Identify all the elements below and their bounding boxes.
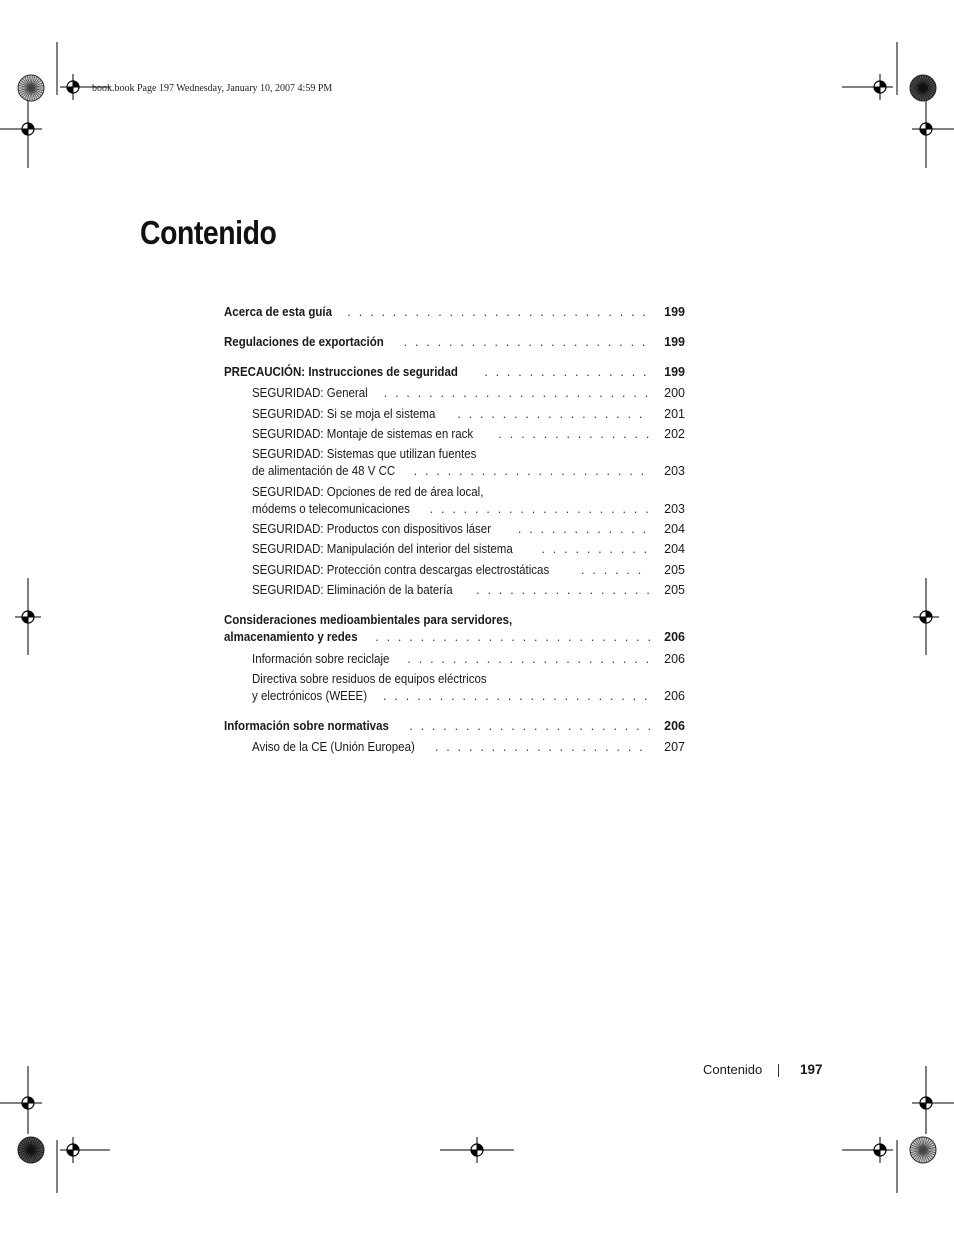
toc-entry-label: de alimentación de 48 V CC [252,464,396,478]
toc-dot-leader [476,582,650,599]
toc-page-number: 206 [664,652,685,666]
color-starburst-icon [18,1137,44,1163]
toc-entry-label: SEGURIDAD: Sistemas que utilizan fuentes [252,447,477,461]
toc-entry-label: SEGURIDAD: Manipulación del interior del sistema [252,542,513,556]
toc-page-number: 205 [664,563,685,577]
toc-dot-leader [409,718,650,735]
toc-entry-label: SEGURIDAD: Opciones de red de área local, [252,485,484,499]
toc-page-number: 203 [664,464,685,478]
toc-entry-label: SEGURIDAD: Si se moja el sistema [252,407,436,421]
footer-section-label: Contenido [703,1062,763,1077]
toc-subentry[interactable] [252,406,685,423]
toc-subentry[interactable] [252,562,685,579]
toc-entry-label: Aviso de la CE (Unión Europea) [252,740,415,754]
toc-page-number: 202 [664,427,685,441]
toc-dot-leader [347,304,650,321]
toc-subentry[interactable] [252,651,685,668]
toc-subentry[interactable] [252,541,685,558]
toc-subentry[interactable] [252,426,685,443]
toc-dot-leader [581,562,650,579]
toc-entry-label: almacenamiento y redes [224,630,358,644]
toc-dot-leader [541,541,650,558]
toc-entry-label: Información sobre normativas [224,719,389,733]
toc-dot-leader [484,364,650,381]
toc-dot-leader [407,651,650,668]
toc-page-number: 200 [664,386,685,400]
toc-dot-leader [430,501,651,518]
toc-entry[interactable] [224,718,685,735]
toc-entry[interactable] [224,364,685,381]
toc-page-number: 199 [664,365,685,379]
toc-page-number: 204 [664,522,685,536]
toc-subentry[interactable] [252,484,685,518]
toc-entry-label: SEGURIDAD: Eliminación de la batería [252,583,453,597]
toc-entry-label: Consideraciones medioambientales para servidores, [224,613,513,627]
toc-page-number: 206 [664,719,685,733]
toc-entry[interactable] [224,304,685,321]
toc-page-number: 199 [664,335,685,349]
toc-page-number: 203 [664,502,685,516]
toc-page-number: 204 [664,542,685,556]
toc-entry-label: Acerca de esta guía [224,305,333,319]
toc-dot-leader [518,521,650,538]
toc-page-number: 205 [664,583,685,597]
toc-subentry[interactable] [252,671,685,705]
toc-subentry[interactable] [252,521,685,538]
page-title: Contenido [140,214,277,251]
toc-page-number: 206 [664,630,685,644]
toc-entry[interactable] [224,334,685,351]
toc-page-number: 206 [664,689,685,703]
toc-dot-leader [383,688,650,705]
toc-dot-leader [375,629,650,646]
toc-entry-label: SEGURIDAD: Montaje de sistemas en rack [252,427,474,441]
toc-entry-label: SEGURIDAD: General [252,386,368,400]
color-starburst-icon [18,75,44,101]
toc-subentry[interactable] [252,582,685,599]
toc-entry-label: Directiva sobre residuos de equipos eléctricos [252,672,487,686]
toc-entry-label: y electrónicos (WEEE) [252,689,368,703]
toc-page-number: 199 [664,305,685,319]
toc-entry-label: Información sobre reciclaje [252,652,390,666]
toc-entry-label: SEGURIDAD: Protección contra descargas electrostáticas [252,563,550,577]
toc-entry-label: Regulaciones de exportación [224,335,384,349]
printer-slug: book.book Page 197 Wednesday, January 10, 2007 4:59 PM [92,83,333,94]
toc-entry-label: SEGURIDAD: Productos con dispositivos láser [252,522,492,536]
footer-separator [778,1064,779,1077]
toc-subentry[interactable] [252,446,685,480]
color-starburst-icon [910,1137,936,1163]
toc-dot-leader [414,463,650,480]
toc-dot-leader [404,334,650,351]
toc-dot-leader [384,385,650,402]
color-starburst-icon [910,75,936,101]
toc-entry-label: módems o telecomunicaciones [252,502,410,516]
toc-page-number: 207 [664,740,685,754]
toc-subentry[interactable] [252,739,685,756]
toc-subentry[interactable] [252,385,685,402]
toc-entry-label: PRECAUCIÓN: Instrucciones de seguridad [224,365,458,379]
toc-entry[interactable] [224,612,685,646]
toc-dot-leader [435,739,650,756]
toc-dot-leader [457,406,650,423]
toc-dot-leader [498,426,650,443]
toc-page-number: 201 [664,407,685,421]
footer-page-number: 197 [800,1062,823,1077]
